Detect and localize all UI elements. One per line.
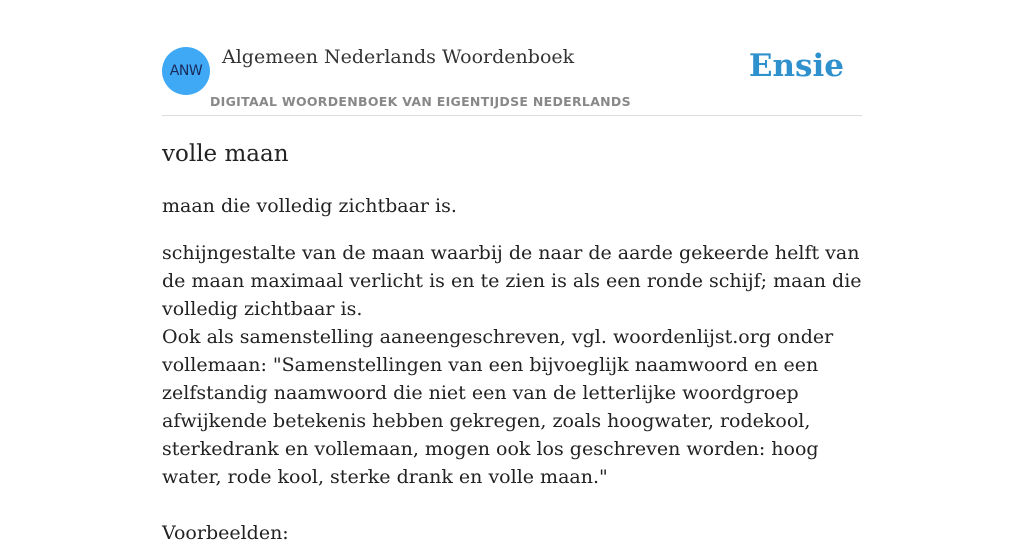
logo-text: ANW [169,63,203,79]
page-title: volle maan [162,141,289,167]
definition-long [162,239,862,491]
entry-content [162,138,862,547]
usage-note: Ook als samenstelling aaneengeschreven, vgl. woordenlijst.org onder vollemaan: "Samenstellingen van een bijvoeglijk naamwoord en een zelfstandig naamwoord die niet een van de letterlijke woordgroep afwijkende betekenis hebben gekregen, zoals hoogwater, rodekool, sterkedrank en vollemaan, mogen ook los geschreven worden: hoog water, rode kool, sterke drank en volle maan." [162,326,834,488]
examples-heading: Voorbeelden: [162,522,289,544]
definition-long-text: schijngestalte van de maan waarbij de naar de aarde gekeerde helft van de maan maximaal verlicht is en te zien is als een ronde schijf; maan die volledig zichtbaar is. [162,242,862,320]
anw-logo[interactable] [162,47,210,95]
ensie-brand-logo[interactable]: Ensie [748,48,844,84]
site-title[interactable]: Algemeen Nederlands Woordenboek [222,46,575,68]
site-subtitle: DIGITAAL WOORDENBOEK VAN EIGENTIJDSE NEDERLANDS [210,94,631,109]
definition-short: maan die volledig zichtbaar is. [162,195,457,217]
site-header [162,0,862,116]
